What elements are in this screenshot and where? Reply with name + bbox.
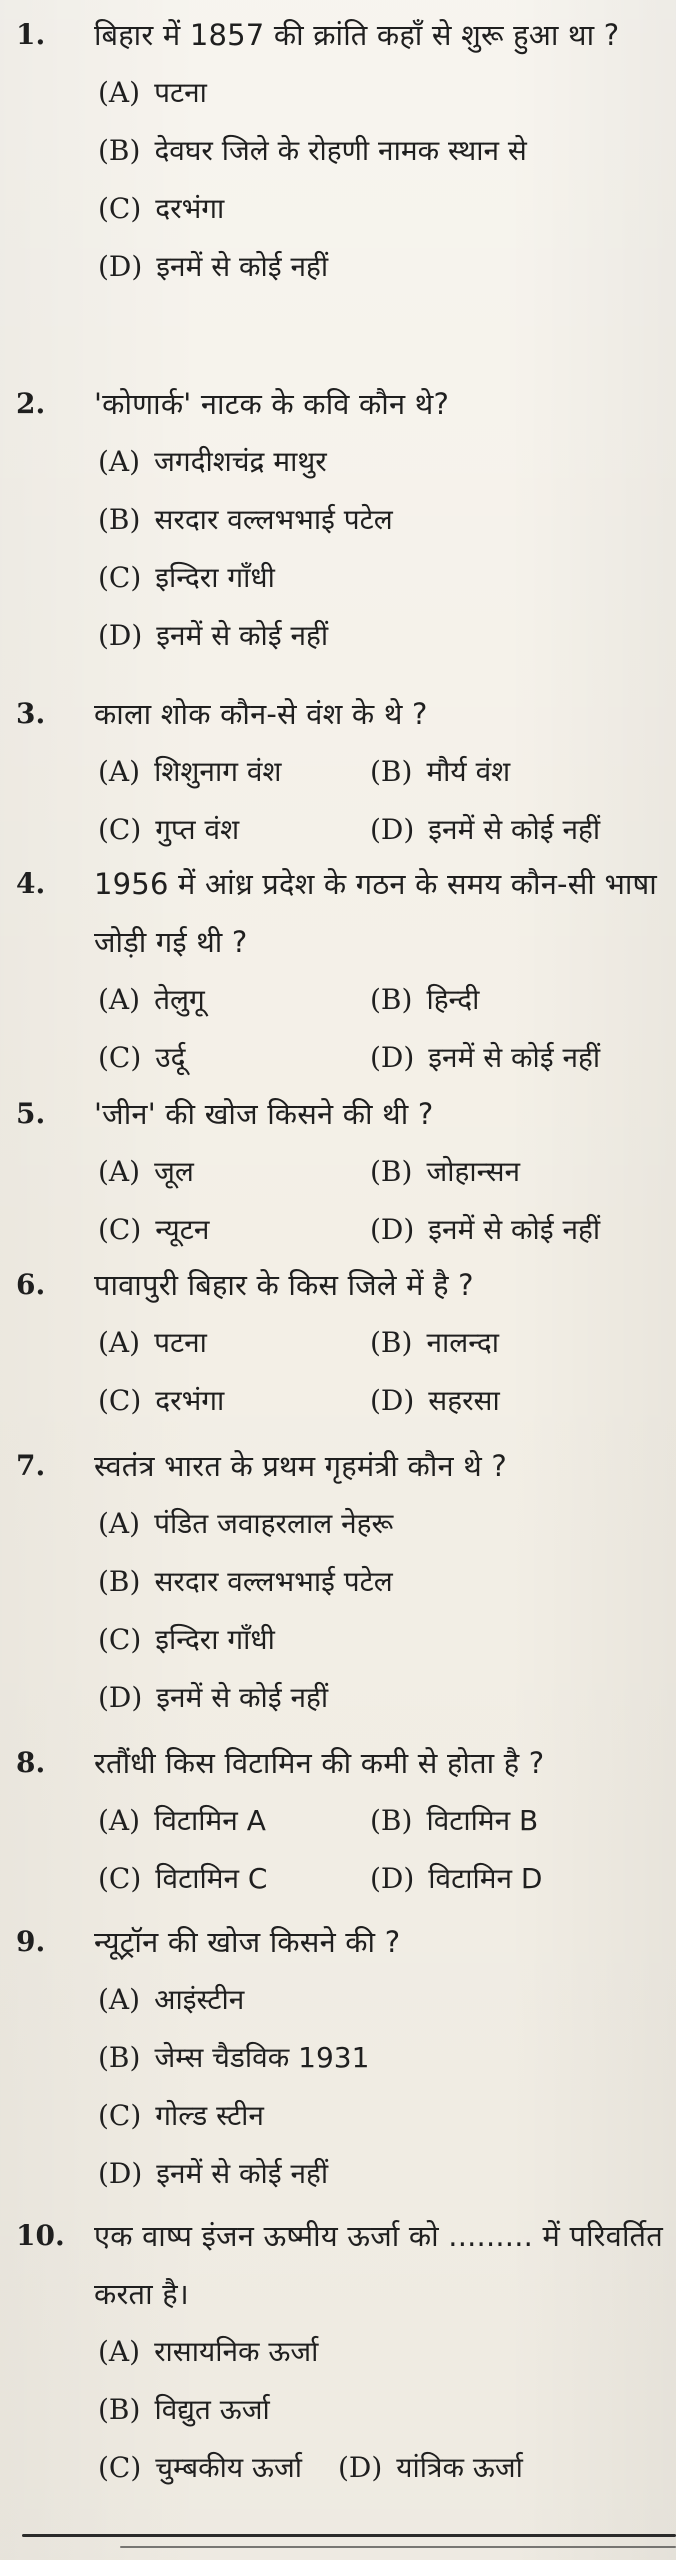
option-text: पटना — [154, 76, 207, 109]
question-4 — [16, 855, 666, 1087]
option-text: चुम्बकीय ऊर्जा — [155, 2451, 303, 2484]
option-text: न्यूटन — [155, 1213, 210, 1246]
option-label: (D) — [370, 1862, 415, 1895]
option-text: सरदार वल्लभभाई पटेल — [154, 503, 393, 536]
option-text: जगदीशचंद्र माथुर — [154, 445, 327, 478]
option-a — [98, 1495, 666, 1553]
question-text: न्यूट्रॉन की खोज किसने की ? — [94, 1925, 401, 1959]
option-label: (C) — [98, 1384, 142, 1417]
options-row — [98, 971, 666, 1029]
option-c — [98, 2439, 338, 2497]
option-label: (D) — [98, 619, 143, 652]
option-d — [370, 801, 600, 859]
option-label: (B) — [98, 2393, 141, 2426]
option-label: (C) — [98, 1041, 142, 1074]
option-text: इनमें से कोई नहीं — [428, 1213, 601, 1246]
question-number: 5. — [16, 1097, 46, 1130]
question-7 — [16, 1437, 666, 1727]
question-3 — [16, 685, 666, 859]
question-8 — [16, 1734, 666, 1908]
option-a — [98, 1314, 370, 1372]
option-text: विद्युत ऊर्जा — [154, 2393, 270, 2426]
option-label: (A) — [98, 1804, 141, 1837]
option-text: विटामिन C — [155, 1862, 268, 1895]
option-label: (B) — [370, 1326, 413, 1359]
question-text: स्वतंत्र भारत के प्रथम गृहमंत्री कौन थे ? — [94, 1449, 507, 1483]
option-label: (B) — [98, 1565, 141, 1598]
option-d — [98, 2145, 666, 2203]
option-b — [370, 971, 479, 1029]
option-label: (A) — [98, 445, 141, 478]
page-bottom-rule — [22, 2534, 676, 2537]
options-list — [98, 1495, 666, 1727]
options-row — [98, 1314, 666, 1372]
question-text: पावापुरी बिहार के किस जिले में है ? — [94, 1268, 474, 1302]
option-label: (A) — [98, 76, 141, 109]
option-text: आइंस्टीन — [154, 1983, 245, 2016]
option-c — [98, 1029, 370, 1087]
option-text: शिशुनाग वंश — [154, 755, 282, 788]
option-a — [98, 1792, 370, 1850]
option-text: दरभंगा — [155, 1384, 225, 1417]
option-label: (D) — [370, 1041, 415, 1074]
option-text: पटना — [154, 1326, 207, 1359]
option-label: (C) — [98, 1213, 142, 1246]
option-label: (B) — [370, 755, 413, 788]
option-a — [98, 64, 666, 122]
option-text: इनमें से कोई नहीं — [156, 2157, 329, 2190]
option-c — [98, 2087, 666, 2145]
question-2 — [16, 375, 666, 665]
option-b — [98, 491, 666, 549]
option-label: (B) — [98, 503, 141, 536]
option-d — [370, 1201, 600, 1259]
option-label: (A) — [98, 1507, 141, 1540]
question-5 — [16, 1085, 666, 1259]
option-text: विटामिन A — [154, 1804, 266, 1837]
option-label: (C) — [98, 813, 142, 846]
option-label: (B) — [98, 2041, 141, 2074]
option-label: (A) — [98, 755, 141, 788]
option-b — [370, 743, 510, 801]
options-list — [98, 64, 666, 296]
option-label: (C) — [98, 1623, 142, 1656]
option-a — [98, 2323, 666, 2381]
options-list — [98, 743, 666, 859]
option-text: पंडित जवाहरलाल नेहरू — [154, 1507, 394, 1540]
question-text: बिहार में 1857 की क्रांति कहाँ से शुरू हुआ था ? — [94, 18, 620, 52]
option-label: (A) — [98, 1983, 141, 2016]
question-text: 'जीन' की खोज किसने की थी ? — [94, 1097, 434, 1131]
question-number: 6. — [16, 1268, 46, 1301]
page-bottom-rule-thin — [120, 2546, 676, 2548]
option-label: (D) — [370, 1384, 415, 1417]
option-d — [98, 238, 666, 296]
option-label: (C) — [98, 192, 142, 225]
option-label: (D) — [98, 2157, 143, 2190]
option-text: इनमें से कोई नहीं — [428, 1041, 601, 1074]
option-label: (D) — [338, 2451, 383, 2484]
option-c — [98, 549, 666, 607]
option-text: गोल्ड स्टीन — [155, 2099, 264, 2132]
option-text: जेम्स चैडविक 1931 — [154, 2041, 370, 2074]
option-text: देवघर जिले के रोहणी नामक स्थान से — [154, 134, 527, 167]
option-text: इनमें से कोई नहीं — [428, 813, 601, 846]
option-d — [370, 1029, 600, 1087]
option-label: (B) — [370, 1155, 413, 1188]
options-list — [98, 1971, 666, 2203]
options-row — [98, 1201, 666, 1259]
option-label: (B) — [370, 983, 413, 1016]
option-label: (A) — [98, 1326, 141, 1359]
option-d — [370, 1372, 500, 1430]
options-row — [98, 1029, 666, 1087]
question-number: 7. — [16, 1449, 46, 1482]
option-label: (D) — [370, 1213, 415, 1246]
option-c — [98, 1201, 370, 1259]
option-a — [98, 1143, 370, 1201]
question-10 — [16, 2207, 666, 2497]
options-list — [98, 1792, 666, 1908]
option-c — [98, 1850, 370, 1908]
options-list — [98, 1143, 666, 1259]
question-number: 9. — [16, 1925, 46, 1958]
option-text: उर्दू — [155, 1041, 186, 1074]
options-row — [98, 1792, 666, 1850]
option-label: (C) — [98, 561, 142, 594]
question-number: 3. — [16, 697, 46, 730]
option-a — [98, 743, 370, 801]
option-text: यांत्रिक ऊर्जा — [396, 2451, 523, 2484]
option-label: (A) — [98, 983, 141, 1016]
option-text: सरदार वल्लभभाई पटेल — [154, 1565, 393, 1598]
question-text: 1956 में आंध्र प्रदेश के गठन के समय कौन-सी भाषा जोड़ी गई थी ? — [94, 867, 658, 959]
question-6 — [16, 1256, 666, 1430]
option-b — [98, 2029, 666, 2087]
option-label: (D) — [98, 250, 143, 283]
option-label: (B) — [98, 134, 141, 167]
option-text: दरभंगा — [155, 192, 225, 225]
option-c — [98, 180, 666, 238]
option-label: (B) — [370, 1804, 413, 1837]
option-c — [98, 1611, 666, 1669]
question-9 — [16, 1913, 666, 2203]
option-a — [98, 433, 666, 491]
question-text: एक वाष्प इंजन ऊष्मीय ऊर्जा को ......... में परिवर्तित करता है। — [94, 2219, 663, 2311]
question-number: 1. — [16, 18, 46, 51]
option-d — [98, 607, 666, 665]
option-text: जूल — [154, 1155, 194, 1188]
options-list — [98, 971, 666, 1087]
option-b — [370, 1143, 520, 1201]
question-number: 4. — [16, 867, 46, 900]
option-text: रासायनिक ऊर्जा — [154, 2335, 319, 2368]
option-label: (A) — [98, 2335, 141, 2368]
option-label: (A) — [98, 1155, 141, 1188]
question-1 — [16, 6, 666, 296]
option-text: इन्दिरा गाँधी — [155, 1623, 275, 1656]
options-row — [98, 801, 666, 859]
option-text: इनमें से कोई नहीं — [156, 1681, 329, 1714]
option-label: (C) — [98, 1862, 142, 1895]
option-b — [370, 1792, 538, 1850]
option-text: तेलुगू — [154, 983, 205, 1016]
options-row — [98, 1850, 666, 1908]
options-row — [98, 1372, 666, 1430]
question-number: 8. — [16, 1746, 46, 1779]
option-b — [370, 1314, 499, 1372]
options-list — [98, 2323, 666, 2497]
option-label: (C) — [98, 2099, 142, 2132]
option-text: इनमें से कोई नहीं — [156, 619, 329, 652]
option-text: विटामिन B — [426, 1804, 539, 1837]
option-c — [98, 801, 370, 859]
option-b — [98, 1553, 666, 1611]
options-row — [98, 2439, 666, 2497]
option-label: (D) — [370, 813, 415, 846]
options-list — [98, 1314, 666, 1430]
option-text: विटामिन D — [428, 1862, 543, 1895]
option-b — [98, 122, 666, 180]
option-text: इन्दिरा गाँधी — [155, 561, 275, 594]
option-text: नालन्दा — [426, 1326, 499, 1359]
question-text: काला शोक कौन-से वंश के थे ? — [94, 697, 428, 731]
option-text: हिन्दी — [426, 983, 480, 1016]
option-label: (D) — [98, 1681, 143, 1714]
option-label: (C) — [98, 2451, 142, 2484]
options-row — [98, 1143, 666, 1201]
option-c — [98, 1372, 370, 1430]
option-text: जोहान्सन — [426, 1155, 521, 1188]
option-text: सहरसा — [428, 1384, 500, 1417]
options-row — [98, 743, 666, 801]
option-text: मौर्य वंश — [426, 755, 511, 788]
options-list — [98, 433, 666, 665]
question-number: 10. — [16, 2219, 65, 2252]
option-a — [98, 1971, 666, 2029]
option-text: गुप्त वंश — [155, 813, 240, 846]
option-a — [98, 971, 370, 1029]
option-d — [338, 2439, 523, 2497]
option-d — [370, 1850, 542, 1908]
option-b — [98, 2381, 666, 2439]
option-d — [98, 1669, 666, 1727]
question-number: 2. — [16, 387, 46, 420]
question-text: 'कोणार्क' नाटक के कवि कौन थे? — [94, 387, 450, 421]
question-text: रतौंधी किस विटामिन की कमी से होता है ? — [94, 1746, 545, 1780]
option-text: इनमें से कोई नहीं — [156, 250, 329, 283]
